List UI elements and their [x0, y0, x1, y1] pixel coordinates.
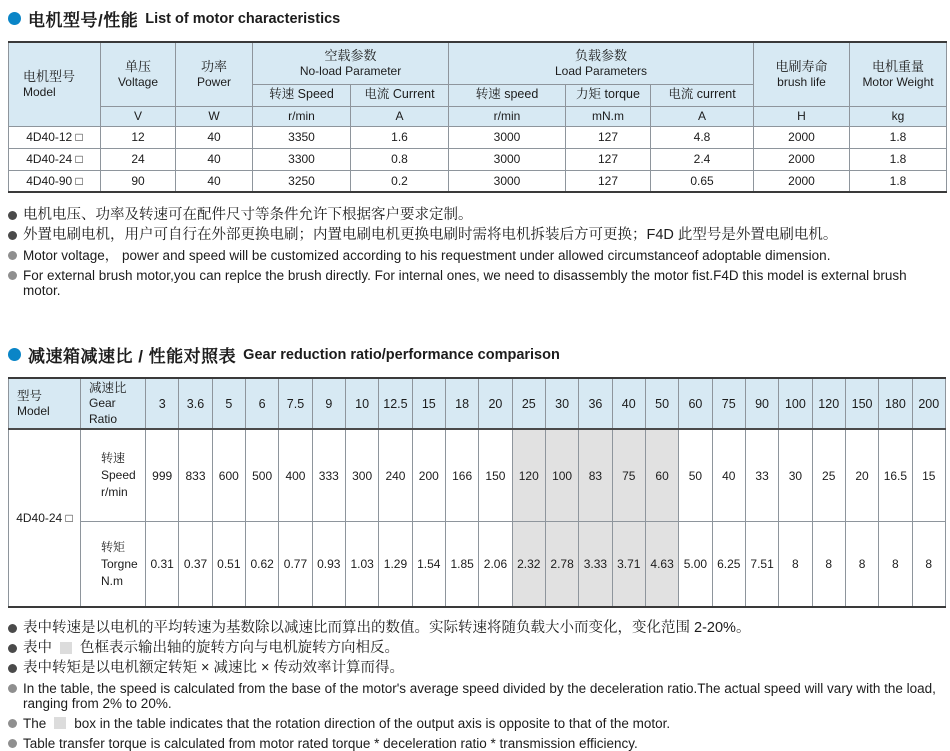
- motor-header-row-1: [9, 42, 947, 84]
- value-cell: 40: [176, 148, 253, 170]
- col-weight-zh: 电机重量: [872, 58, 925, 74]
- speed-value-cell: 200: [412, 429, 445, 521]
- col-load-current: 电流 current: [651, 84, 754, 106]
- gear-ratio-header-cell: 6: [245, 378, 278, 429]
- col-power-zh: 功率: [200, 58, 227, 74]
- gear-ratio-header-cell: 150: [845, 378, 878, 429]
- motor-notes: [8, 208, 946, 298]
- gear-ratio-header-cell: 25: [512, 378, 545, 429]
- note-bullet-icon: [8, 739, 17, 748]
- gear-col-ratio-zh: 减速比: [89, 381, 127, 395]
- note-line: [8, 208, 946, 223]
- torque-value-cell: 8: [912, 521, 945, 607]
- torque-label-cell: [81, 521, 146, 607]
- value-cell: 3250: [253, 170, 351, 192]
- note-bullet-icon: [8, 271, 17, 280]
- torque-value-cell: 8: [879, 521, 912, 607]
- value-cell: 127: [566, 126, 651, 148]
- torque-label-en: Torgne: [101, 556, 138, 571]
- torque-value-cell: 0.51: [212, 521, 245, 607]
- section1-title-en: List of motor characteristics: [145, 10, 341, 27]
- blue-bullet-icon: [8, 348, 21, 361]
- section1-title: [8, 6, 946, 31]
- speed-value-cell: 400: [279, 429, 312, 521]
- note-bullet-icon: [8, 664, 17, 673]
- note-text: 表中: [23, 640, 52, 657]
- torque-label-unit: N.m: [101, 573, 123, 588]
- gear-col-model-en: Model: [17, 404, 50, 419]
- gear-ratio-header-cell: 120: [812, 378, 845, 429]
- speed-value-cell: 166: [445, 429, 478, 521]
- motor-units-row: [9, 106, 947, 126]
- speed-value-cell: 33: [745, 429, 778, 521]
- value-cell: 90: [101, 170, 176, 192]
- gear-torque-row: [9, 521, 946, 607]
- col-load-zh: 负载参数: [575, 47, 628, 63]
- note-line: [8, 621, 946, 636]
- torque-value-cell: 2.32: [512, 521, 545, 607]
- gear-ratio-header-cell: 180: [879, 378, 912, 429]
- unit-load-torque: mN.m: [566, 106, 651, 126]
- gear-ratio-header-cell: 3.6: [179, 378, 212, 429]
- unit-load-speed: r/min: [449, 106, 566, 126]
- torque-value-cell: 4.63: [645, 521, 678, 607]
- torque-value-cell: 8: [779, 521, 812, 607]
- unit-motor-weight: kg: [850, 106, 947, 126]
- col-load-speed: 转速 speed: [449, 84, 566, 106]
- speed-label-unit: r/min: [101, 485, 128, 500]
- col-noload-current: 电流 Current: [351, 84, 449, 106]
- motor-table-row: [9, 126, 947, 148]
- gear-ratio-header-cell: 40: [612, 378, 645, 429]
- gear-ratio-header-cell: 7.5: [279, 378, 312, 429]
- unit-power: W: [176, 106, 253, 126]
- value-cell: 1.8: [850, 148, 947, 170]
- value-cell: 0.65: [651, 170, 754, 192]
- section2-title: [8, 342, 946, 367]
- speed-value-cell: 16.5: [879, 429, 912, 521]
- value-cell: 3000: [449, 148, 566, 170]
- torque-value-cell: 0.62: [245, 521, 278, 607]
- note-text: 表中转速是以电机的平均转速为基数除以减速比而算出的数值。实际转速将随负载大小而变化，变化范围 2-20%。: [23, 620, 751, 637]
- gear-ratio-header-cell: 5: [212, 378, 245, 429]
- col-noload-group: [253, 42, 449, 84]
- col-noload-en: No-load Parameter: [299, 63, 402, 78]
- gear-ratio-header-cell: 90: [745, 378, 778, 429]
- gear-ratio-header-cell: 100: [779, 378, 812, 429]
- torque-value-cell: 5.00: [679, 521, 712, 607]
- col-motor-weight: [850, 42, 947, 106]
- speed-value-cell: 60: [645, 429, 678, 521]
- value-cell: 127: [566, 170, 651, 192]
- value-cell: 1.8: [850, 126, 947, 148]
- note-bullet-icon: [8, 684, 17, 693]
- note-text: 表中转矩是以电机额定转矩 × 减速比 × 传动效率计算而得。: [23, 660, 405, 677]
- torque-value-cell: 0.31: [146, 521, 179, 607]
- col-load-torque: 力矩 torque: [566, 84, 651, 106]
- gear-ratio-header-cell: 50: [645, 378, 678, 429]
- speed-value-cell: 600: [212, 429, 245, 521]
- speed-label-en: Speed: [101, 468, 136, 483]
- note-bullet-icon: [8, 624, 17, 633]
- speed-value-cell: 20: [845, 429, 878, 521]
- torque-value-cell: 1.85: [445, 521, 478, 607]
- note-line: [8, 681, 946, 711]
- gear-ratio-table: [8, 377, 946, 608]
- value-cell: 1.6: [351, 126, 449, 148]
- speed-value-cell: 240: [379, 429, 412, 521]
- torque-value-cell: 6.25: [712, 521, 745, 607]
- value-cell: 2.4: [651, 148, 754, 170]
- value-cell: 3300: [253, 148, 351, 170]
- note-line: [8, 641, 946, 656]
- value-cell: 4.8: [651, 126, 754, 148]
- torque-value-cell: 2.06: [479, 521, 512, 607]
- value-cell: 2000: [754, 148, 850, 170]
- col-power-en: Power: [196, 74, 231, 89]
- speed-label-cell: [81, 429, 146, 521]
- unit-voltage: V: [101, 106, 176, 126]
- speed-value-cell: 500: [245, 429, 278, 521]
- speed-value-cell: 999: [146, 429, 179, 521]
- col-load-en: Load Parameters: [554, 63, 648, 78]
- torque-value-cell: 3.71: [612, 521, 645, 607]
- note-text: The: [23, 716, 47, 732]
- value-cell: 0.2: [351, 170, 449, 192]
- note-bullet-icon: [8, 719, 17, 728]
- torque-value-cell: 8: [812, 521, 845, 607]
- value-cell: 2000: [754, 126, 850, 148]
- note-text: 色框表示输出轴的旋转方向与电机旋转方向相反。: [80, 640, 399, 657]
- model-cell: 4D40-12 □: [9, 126, 101, 148]
- torque-value-cell: 3.33: [579, 521, 612, 607]
- value-cell: 0.8: [351, 148, 449, 170]
- note-bullet-icon: [8, 211, 17, 220]
- col-brush-life: [754, 42, 850, 106]
- note-bullet-icon: [8, 644, 17, 653]
- note-line: [8, 736, 946, 751]
- gear-ratio-header-cell: 36: [579, 378, 612, 429]
- note-line: [8, 268, 946, 298]
- col-load-group: [449, 42, 754, 84]
- col-weight-en: Motor Weight: [862, 74, 934, 89]
- col-voltage-en: Voltage: [117, 74, 159, 89]
- note-bullet-icon: [8, 251, 17, 260]
- speed-value-cell: 100: [545, 429, 578, 521]
- speed-value-cell: 75: [612, 429, 645, 521]
- value-cell: 3000: [449, 170, 566, 192]
- section2-title-en: Gear reduction ratio/performance comparison: [243, 346, 560, 363]
- gear-ratio-header-cell: 200: [912, 378, 945, 429]
- gear-ratio-header-cell: 20: [479, 378, 512, 429]
- unit-load-current: A: [651, 106, 754, 126]
- value-cell: 3000: [449, 126, 566, 148]
- gear-ratio-header-cell: 15: [412, 378, 445, 429]
- speed-value-cell: 333: [312, 429, 345, 521]
- model-cell: 4D40-24 □: [9, 148, 101, 170]
- note-line: [8, 716, 946, 731]
- col-power: [176, 42, 253, 106]
- speed-value-cell: 300: [345, 429, 378, 521]
- note-text: box in the table indicates that the rotation direction of the output axis is opposite to that of the motor.: [74, 716, 671, 732]
- value-cell: 3350: [253, 126, 351, 148]
- col-model: [9, 42, 101, 126]
- speed-value-cell: 25: [812, 429, 845, 521]
- gear-col-ratio: [81, 378, 146, 429]
- note-text: 电机电压、功率及转速可在配件尺寸等条件允许下根据客户要求定制。: [23, 207, 473, 223]
- note-text: In the table, the speed is calculated from the base of the motor's average speed divided by the deceleration ratio.The actual speed will vary with the load, ranging from 2% to 20%.: [23, 681, 936, 712]
- torque-value-cell: 1.03: [345, 521, 378, 607]
- torque-value-cell: 1.54: [412, 521, 445, 607]
- torque-value-cell: 8: [845, 521, 878, 607]
- note-text: Table transfer torque is calculated from motor rated torque * deceleration ratio * transmission efficiency.: [23, 736, 638, 751]
- gray-box-icon: [54, 717, 66, 729]
- gear-ratio-header-cell: 75: [712, 378, 745, 429]
- value-cell: 24: [101, 148, 176, 170]
- torque-value-cell: 0.77: [279, 521, 312, 607]
- section2-title-zh: 减速箱减速比 / 性能对照表: [28, 347, 237, 366]
- note-line: [8, 661, 946, 676]
- speed-value-cell: 30: [779, 429, 812, 521]
- gear-col-model: [9, 378, 81, 429]
- motor-table-row: [9, 170, 947, 192]
- torque-value-cell: 0.93: [312, 521, 345, 607]
- col-model-en: Model: [23, 84, 56, 99]
- col-noload-zh: 空载参数: [324, 47, 377, 63]
- col-brush-en: brush life: [777, 74, 826, 89]
- speed-value-cell: 150: [479, 429, 512, 521]
- speed-value-cell: 83: [579, 429, 612, 521]
- unit-brush-life: H: [754, 106, 850, 126]
- col-voltage-zh: 单压: [124, 58, 151, 74]
- gear-col-ratio-en: Gear Ratio: [89, 396, 118, 426]
- note-bullet-icon: [8, 231, 17, 240]
- col-model-zh: 电机型号: [23, 68, 76, 84]
- gear-ratio-header-cell: 10: [345, 378, 378, 429]
- value-cell: 40: [176, 126, 253, 148]
- torque-value-cell: 1.29: [379, 521, 412, 607]
- note-text: 外置电刷电机，用户可自行在外部更换电刷；内置电刷电机更换电刷时需将电机拆装后方可更换；F4D 此型号是外置电刷电机。: [23, 227, 838, 243]
- gear-speed-row: [9, 429, 946, 521]
- col-voltage: [101, 42, 176, 106]
- value-cell: 127: [566, 148, 651, 170]
- note-line: [8, 228, 946, 243]
- speed-value-cell: 50: [679, 429, 712, 521]
- speed-value-cell: 15: [912, 429, 945, 521]
- note-text: For external brush motor,you can replce the brush directly. For internal ones, we need to disassembly the motor fist.F4D this model is external brush motor.: [23, 268, 907, 298]
- gear-ratio-header-cell: 60: [679, 378, 712, 429]
- value-cell: 12: [101, 126, 176, 148]
- torque-value-cell: 7.51: [745, 521, 778, 607]
- gear-ratio-header-cell: 3: [146, 378, 179, 429]
- speed-value-cell: 833: [179, 429, 212, 521]
- gear-col-model-zh: 型号: [17, 388, 43, 403]
- col-noload-speed: 转速 Speed: [253, 84, 351, 106]
- gear-notes: [8, 621, 946, 751]
- motor-table-row: [9, 148, 947, 170]
- torque-label-zh: 转矩: [101, 539, 126, 554]
- motor-table-body: [9, 126, 947, 192]
- speed-value-cell: 40: [712, 429, 745, 521]
- value-cell: 40: [176, 170, 253, 192]
- note-line: [8, 248, 946, 263]
- unit-noload-speed: r/min: [253, 106, 351, 126]
- note-text: Motor voltage， power and speed will be customized according to his requestment under allowed circumstanceof adoptable dimension.: [23, 248, 831, 263]
- unit-noload-current: A: [351, 106, 449, 126]
- speed-label-zh: 转速: [101, 451, 126, 466]
- motor-characteristics-table: [8, 41, 947, 193]
- gear-ratio-header-cell: 9: [312, 378, 345, 429]
- gear-header-row: [9, 378, 946, 429]
- speed-value-cell: 120: [512, 429, 545, 521]
- gear-model-cell: 4D40-24 □: [9, 429, 81, 607]
- value-cell: 1.8: [850, 170, 947, 192]
- col-brush-zh: 电刷寿命: [775, 58, 828, 74]
- torque-value-cell: 2.78: [545, 521, 578, 607]
- torque-value-cell: 0.37: [179, 521, 212, 607]
- model-cell: 4D40-90 □: [9, 170, 101, 192]
- gear-ratio-header-cell: 12.5: [379, 378, 412, 429]
- gear-ratio-header-cell: 30: [545, 378, 578, 429]
- value-cell: 2000: [754, 170, 850, 192]
- section1-title-zh: 电机型号/性能: [28, 11, 139, 30]
- gray-box-icon: [60, 642, 72, 654]
- blue-bullet-icon: [8, 12, 21, 25]
- gear-ratio-header-cell: 18: [445, 378, 478, 429]
